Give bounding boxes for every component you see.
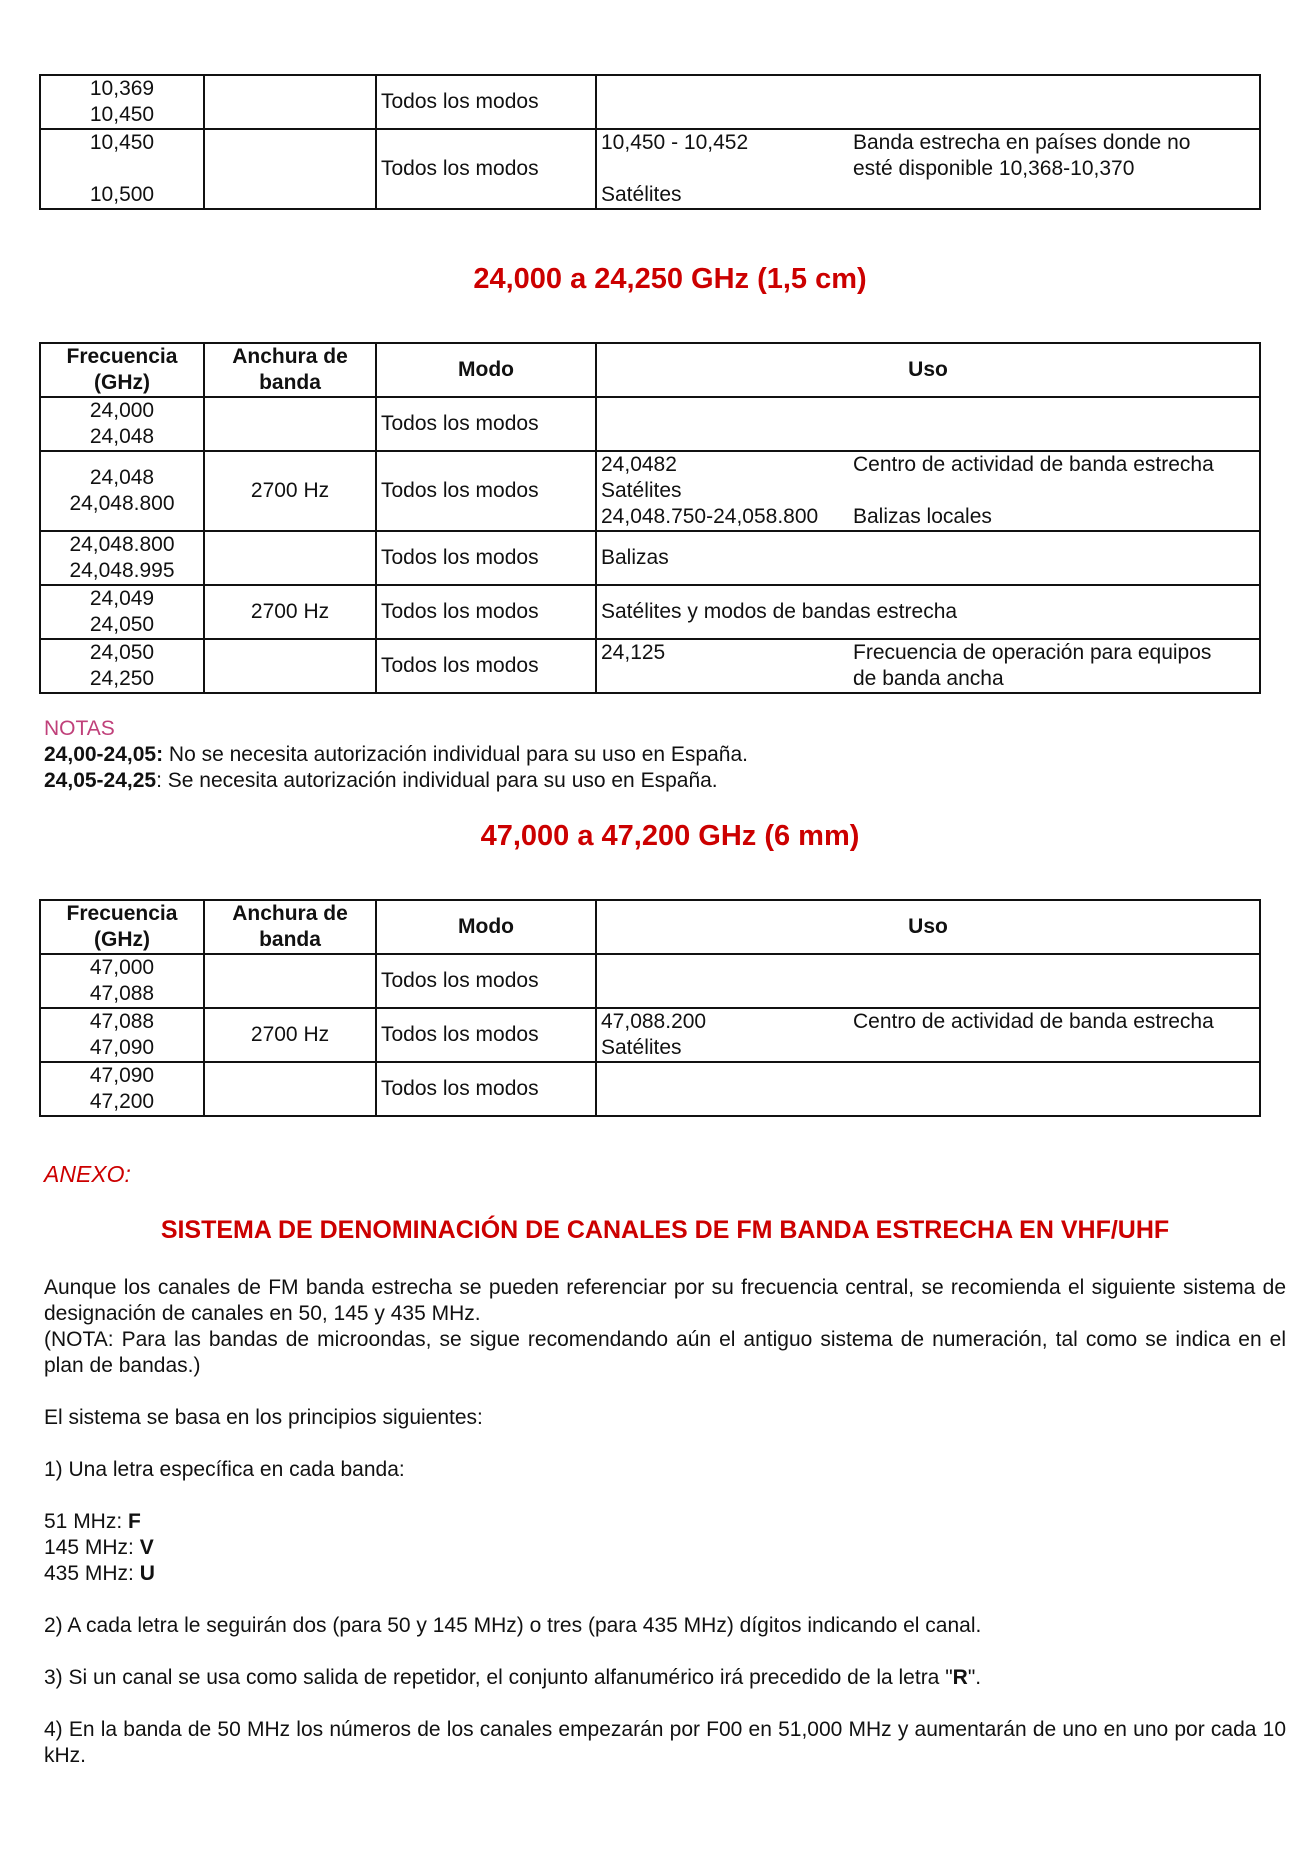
notes-label: NOTAS xyxy=(44,717,115,740)
annex-principles: El sistema se basa en los principios siguientes: xyxy=(44,1406,483,1429)
header-anchura: Anchura de banda xyxy=(204,343,376,397)
band-table-47ghz xyxy=(39,899,1261,1117)
table-row xyxy=(40,954,1260,1008)
cell-use: Satélites y modos de bandas estrecha xyxy=(596,585,1260,639)
cell-frequency: 24,048 24,048.800 xyxy=(40,451,204,531)
cell-frequency: 24,048.800 24,048.995 xyxy=(40,531,204,585)
cell-mode: Todos los modos xyxy=(376,129,596,209)
cell-use xyxy=(596,954,1260,1008)
cell-mode: Todos los modos xyxy=(376,639,596,693)
cell-bandwidth: 2700 Hz xyxy=(204,1008,376,1062)
annex-point-4: 4) En la banda de 50 MHz los números de los canales empezarán por F00 en 51,000 MHz y aumentarán de uno en uno por cada 10 kHz. xyxy=(44,1718,1286,1767)
cell-mode: Todos los modos xyxy=(376,397,596,451)
cell-bandwidth xyxy=(204,397,376,451)
cell-bandwidth xyxy=(204,954,376,1008)
letter-line: 145 MHz: V xyxy=(44,1536,154,1559)
annex-point-1: 1) Una letra específica en cada banda: xyxy=(44,1458,405,1481)
cell-frequency: 47,000 47,088 xyxy=(40,954,204,1008)
table-row xyxy=(40,531,1260,585)
notes-block xyxy=(44,716,748,794)
cell-use: 24,125 Frecuencia de operación para equipos de banda ancha xyxy=(596,639,1260,693)
annex-title: SISTEMA DE DENOMINACIÓN DE CANALES DE FM BANDA ESTRECHA EN VHF/UHF xyxy=(160,1216,1170,1244)
table-row xyxy=(40,1062,1260,1116)
cell-bandwidth xyxy=(204,531,376,585)
note-line: 24,05-24,25: Se necesita autorización individual para su uso en España. xyxy=(44,769,718,792)
cell-bandwidth: 2700 Hz xyxy=(204,451,376,531)
letter-line: 51 MHz: F xyxy=(44,1510,141,1533)
header-frecuencia: Frecuencia (GHz) xyxy=(40,900,204,954)
header-modo: Modo xyxy=(376,900,596,954)
cell-bandwidth xyxy=(204,75,376,129)
cell-mode: Todos los modos xyxy=(376,451,596,531)
cell-frequency: 10,369 10,450 xyxy=(40,75,204,129)
table-row xyxy=(40,639,1260,693)
cell-frequency: 24,049 24,050 xyxy=(40,585,204,639)
cell-use: 24,0482 Satélites 24,048.750-24,058.800 Centro de actividad de banda estrecha Balizas locales xyxy=(596,451,1260,531)
section-title-24ghz: 24,000 a 24,250 GHz (1,5 cm) xyxy=(473,263,867,295)
cell-mode: Todos los modos xyxy=(376,954,596,1008)
cell-use: 10,450 - 10,452 Satélites Banda estrecha en países donde no esté disponible 10,368-10,370 xyxy=(596,129,1260,209)
cell-frequency: 24,050 24,250 xyxy=(40,639,204,693)
cell-bandwidth xyxy=(204,129,376,209)
cell-frequency: 47,090 47,200 xyxy=(40,1062,204,1116)
band-table-24ghz xyxy=(39,342,1261,694)
cell-mode: Todos los modos xyxy=(376,585,596,639)
annex-intro: Aunque los canales de FM banda estrecha se pueden referenciar por su frecuencia central, se recomienda el siguiente sistema de designación de canales en 50, 145 y 435 MHz. xyxy=(44,1276,1286,1325)
header-frecuencia: Frecuencia (GHz) xyxy=(40,343,204,397)
table-row xyxy=(40,1008,1260,1062)
cell-bandwidth: 2700 Hz xyxy=(204,585,376,639)
cell-use xyxy=(596,1062,1260,1116)
table-row xyxy=(40,75,1260,129)
header-uso: Uso xyxy=(596,343,1260,397)
table-row xyxy=(40,129,1260,209)
cell-mode: Todos los modos xyxy=(376,1062,596,1116)
cell-mode: Todos los modos xyxy=(376,1008,596,1062)
cell-mode: Todos los modos xyxy=(376,75,596,129)
letter-line: 435 MHz: U xyxy=(44,1562,155,1585)
header-uso: Uso xyxy=(596,900,1260,954)
cell-frequency: 10,450 10,500 xyxy=(40,129,204,209)
cell-mode: Todos los modos xyxy=(376,531,596,585)
cell-frequency: 47,088 47,090 xyxy=(40,1008,204,1062)
table-row xyxy=(40,397,1260,451)
cell-use: Balizas xyxy=(596,531,1260,585)
table-row xyxy=(40,585,1260,639)
annex-label: ANEXO: xyxy=(44,1161,131,1187)
header-anchura: Anchura de banda xyxy=(204,900,376,954)
cell-bandwidth xyxy=(204,1062,376,1116)
annex-point-3: 3) Si un canal se usa como salida de repetidor, el conjunto alfanumérico irá precedido de la letra "R". xyxy=(44,1666,982,1689)
table-row xyxy=(40,451,1260,531)
cell-use xyxy=(596,75,1260,129)
cell-bandwidth xyxy=(204,639,376,693)
cell-use xyxy=(596,397,1260,451)
annex-body xyxy=(44,1275,1286,1769)
note-line: 24,00-24,05: No se necesita autorización individual para su uso en España. xyxy=(44,743,748,766)
annex-point-2: 2) A cada letra le seguirán dos (para 50 y 145 MHz) o tres (para 435 MHz) dígitos indicando el canal. xyxy=(44,1614,982,1637)
annex-note: (NOTA: Para las bandas de microondas, se sigue recomendando aún el antiguo sistema de numeración, tal como se indica en el plan de bandas.) xyxy=(44,1328,1286,1377)
band-table-10ghz xyxy=(39,74,1261,210)
section-title-47ghz: 47,000 a 47,200 GHz (6 mm) xyxy=(480,820,860,852)
cell-use: 47,088.200 Satélites Centro de actividad de banda estrecha xyxy=(596,1008,1260,1062)
cell-frequency: 24,000 24,048 xyxy=(40,397,204,451)
header-modo: Modo xyxy=(376,343,596,397)
